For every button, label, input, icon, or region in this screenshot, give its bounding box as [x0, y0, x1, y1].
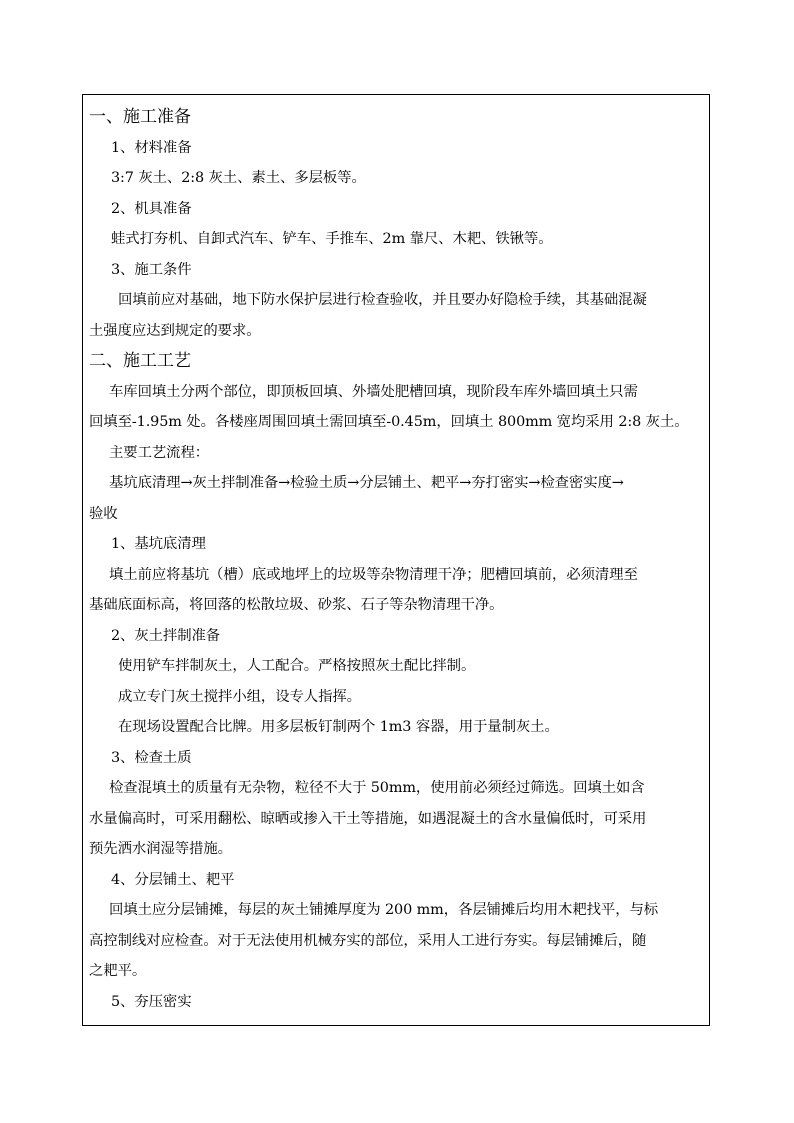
- paragraph-line: 在现场设置配合比牌。用多层板钉制两个 1m3 容器，用于量制灰土。: [118, 719, 559, 735]
- paragraph-line: 成立专门灰土搅拌小组，设专人指挥。: [118, 688, 361, 705]
- paragraph-line: 回填土应分层铺摊，每层的灰土铺摊厚度为 200 mm，各层铺摊后均用木耙找平，与标: [109, 902, 659, 918]
- paragraph-line: 检查混填土的质量有无杂物，粒径不大于 50mm，使用前必须经过筛选。回填土如含: [109, 780, 645, 796]
- paragraph-line: 预先洒水润湿等措施。: [89, 841, 232, 857]
- process-flow-line: 验收: [89, 505, 118, 522]
- document-table-cell: [82, 94, 710, 1026]
- paragraph-line: 回填前应对基础，地下防水保护层进行检查验收，并且要办好隐检手续，其基础混凝: [118, 292, 647, 308]
- paragraph-line: 使用铲车拌制灰土，人工配合。严格按照灰土配比拌制。: [118, 658, 476, 674]
- paragraph-line: 主要工艺流程：: [109, 444, 210, 461]
- paragraph-line: 高控制线对应检查。对于无法使用机械夯实的部位，采用人工进行夯实。每层铺摊后，随: [89, 932, 647, 949]
- subheading-equipment: 2、机具准备: [111, 200, 192, 217]
- paragraph-line: 回填至-1.95m 处。各楼座周围回填土需回填至-0.45m，回填土 800mm 宽均采用 2:8 灰土。: [89, 414, 689, 430]
- paragraph-line: 车库回填土分两个部位，即顶板回填、外墙处肥槽回填，现阶段车库外墙回填土只需: [109, 383, 638, 400]
- section-heading-preparation: 一、施工准备: [89, 107, 191, 127]
- paragraph-line: 水量偏高时，可采用翻松、晾晒或掺入干土等措施，如遇混凝土的含水量偏低时，可采用: [89, 810, 647, 827]
- subheading-compaction: 5、夯压密实: [111, 993, 192, 1010]
- subheading-lime-soil-mixing: 2、灰土拌制准备: [111, 627, 221, 644]
- paragraph-line: 3:7 灰土、2:8 灰土、素土、多层板等。: [111, 170, 366, 186]
- paragraph-line: 蛙式打夯机、自卸式汽车、铲车、手推车、2m 靠尺、木耙、铁锹等。: [111, 231, 553, 247]
- document-body: [83, 95, 709, 1025]
- paragraph-line: 填土前应将基坑（槽）底或地坪上的垃圾等杂物清理干净；肥槽回填前，必须清理至: [109, 566, 638, 583]
- subheading-layered-spreading: 4、分层铺土、耙平: [111, 871, 235, 888]
- paragraph-line: 土强度应达到规定的要求。: [89, 322, 261, 339]
- paragraph-line: 基础底面标高，将回落的松散垃圾、砂浆、石子等杂物清理干净。: [89, 597, 504, 613]
- paragraph-line: 之耙平。: [89, 963, 147, 979]
- subheading-soil-inspection: 3、检查土质: [111, 749, 192, 766]
- subheading-conditions: 3、施工条件: [111, 261, 192, 278]
- process-flow-line: 基坑底清理→灰土拌制准备→检验土质→分层铺土、耙平→夯打密实→检查密实度→: [109, 475, 624, 491]
- subheading-pit-cleaning: 1、基坑底清理: [111, 536, 206, 552]
- subheading-materials: 1、材料准备: [111, 139, 192, 156]
- section-heading-process: 二、施工工艺: [89, 351, 191, 371]
